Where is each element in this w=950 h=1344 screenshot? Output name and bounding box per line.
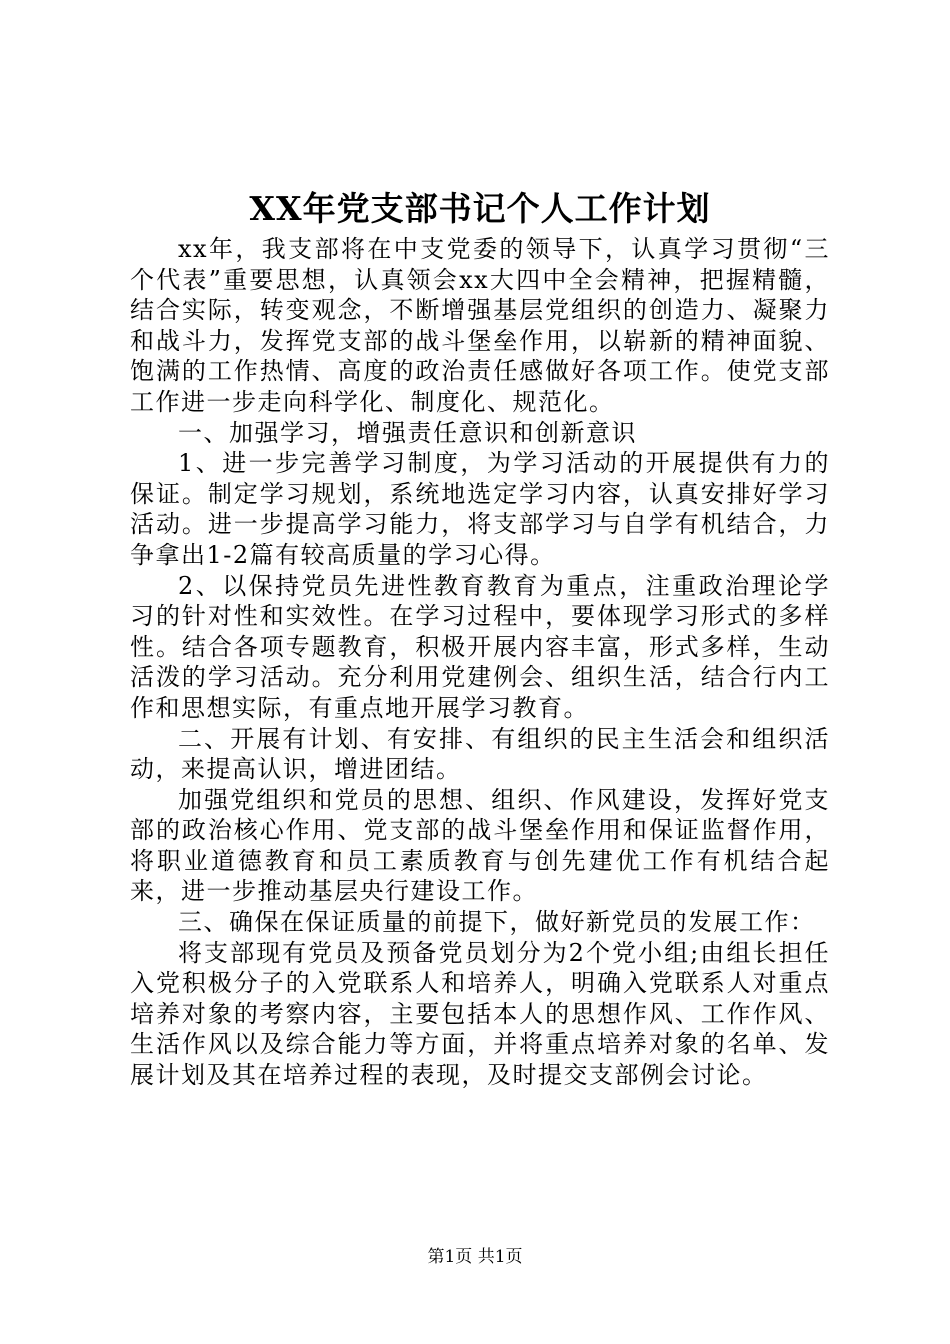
page-number-footer: 第1页 共1页	[427, 1247, 523, 1267]
section-heading-3: 三、确保在保证质量的前提下，做好新党员的发展工作：	[178, 908, 816, 937]
item-paragraph-2: 2、以保持党员先进性教育教育为重点，注重政治理论学习的针对性和实效性。在学习过程中，要体现学习形式的多样性。结合各项专题教育，积极开展内容丰富，形式多样，生动活泼的学习活动。充分利用党建例会、组织生活，结合行内工作和思想实际，有重点地开展学习教育。	[130, 571, 830, 722]
intro-paragraph: xx年，我支部将在中支党委的领导下，认真学习贯彻“三个代表”重要思想，认真领会xx大四中全会精神，把握精髓，结合实际，转变观念，不断增强基层党组织的创造力、凝聚力和战斗力，发挥党支部的战斗堡垒作用，以崭新的精神面貌、饱满的工作热情、高度的政治责任感做好各项工作。使党支部工作进一步走向科学化、制度化、规范化。	[130, 235, 830, 416]
document-body	[130, 234, 830, 1091]
section-heading-1: 一、加强学习，增强责任意识和创新意识	[178, 418, 637, 447]
document-title: XX年党支部书记个人工作计划	[249, 189, 711, 228]
section-heading-2: 二、开展有计划、有安排、有组织的民主生活会和组织活动，来提高认识，增进团结。	[130, 724, 830, 784]
section-3-paragraph: 将支部现有党员及预备党员划分为2个党小组;由组长担任入党积极分子的入党联系人和培养人，明确入党联系人对重点培养对象的考察内容，主要包括本人的思想作风、工作作风、生活作风以及综合能力等方面，并将重点培养对象的名单、发展计划及其在培养过程的表现，及时提交支部例会讨论。	[130, 938, 830, 1090]
section-2-paragraph: 加强党组织和党员的思想、组织、作风建设，发挥好党支部的政治核心作用、党支部的战斗堡垒作用和保证监督作用，将职业道德教育和员工素质教育与创先建优工作有机结合起来，进一步推动基层央行建设工作。	[130, 785, 830, 906]
item-paragraph-1: 1、进一步完善学习制度，为学习活动的开展提供有力的保证。制定学习规划，系统地选定学习内容，认真安排好学习活动。进一步提高学习能力，将支部学习与自学有机结合，力争拿出1-2篇有较高质量的学习心得。	[130, 449, 830, 569]
